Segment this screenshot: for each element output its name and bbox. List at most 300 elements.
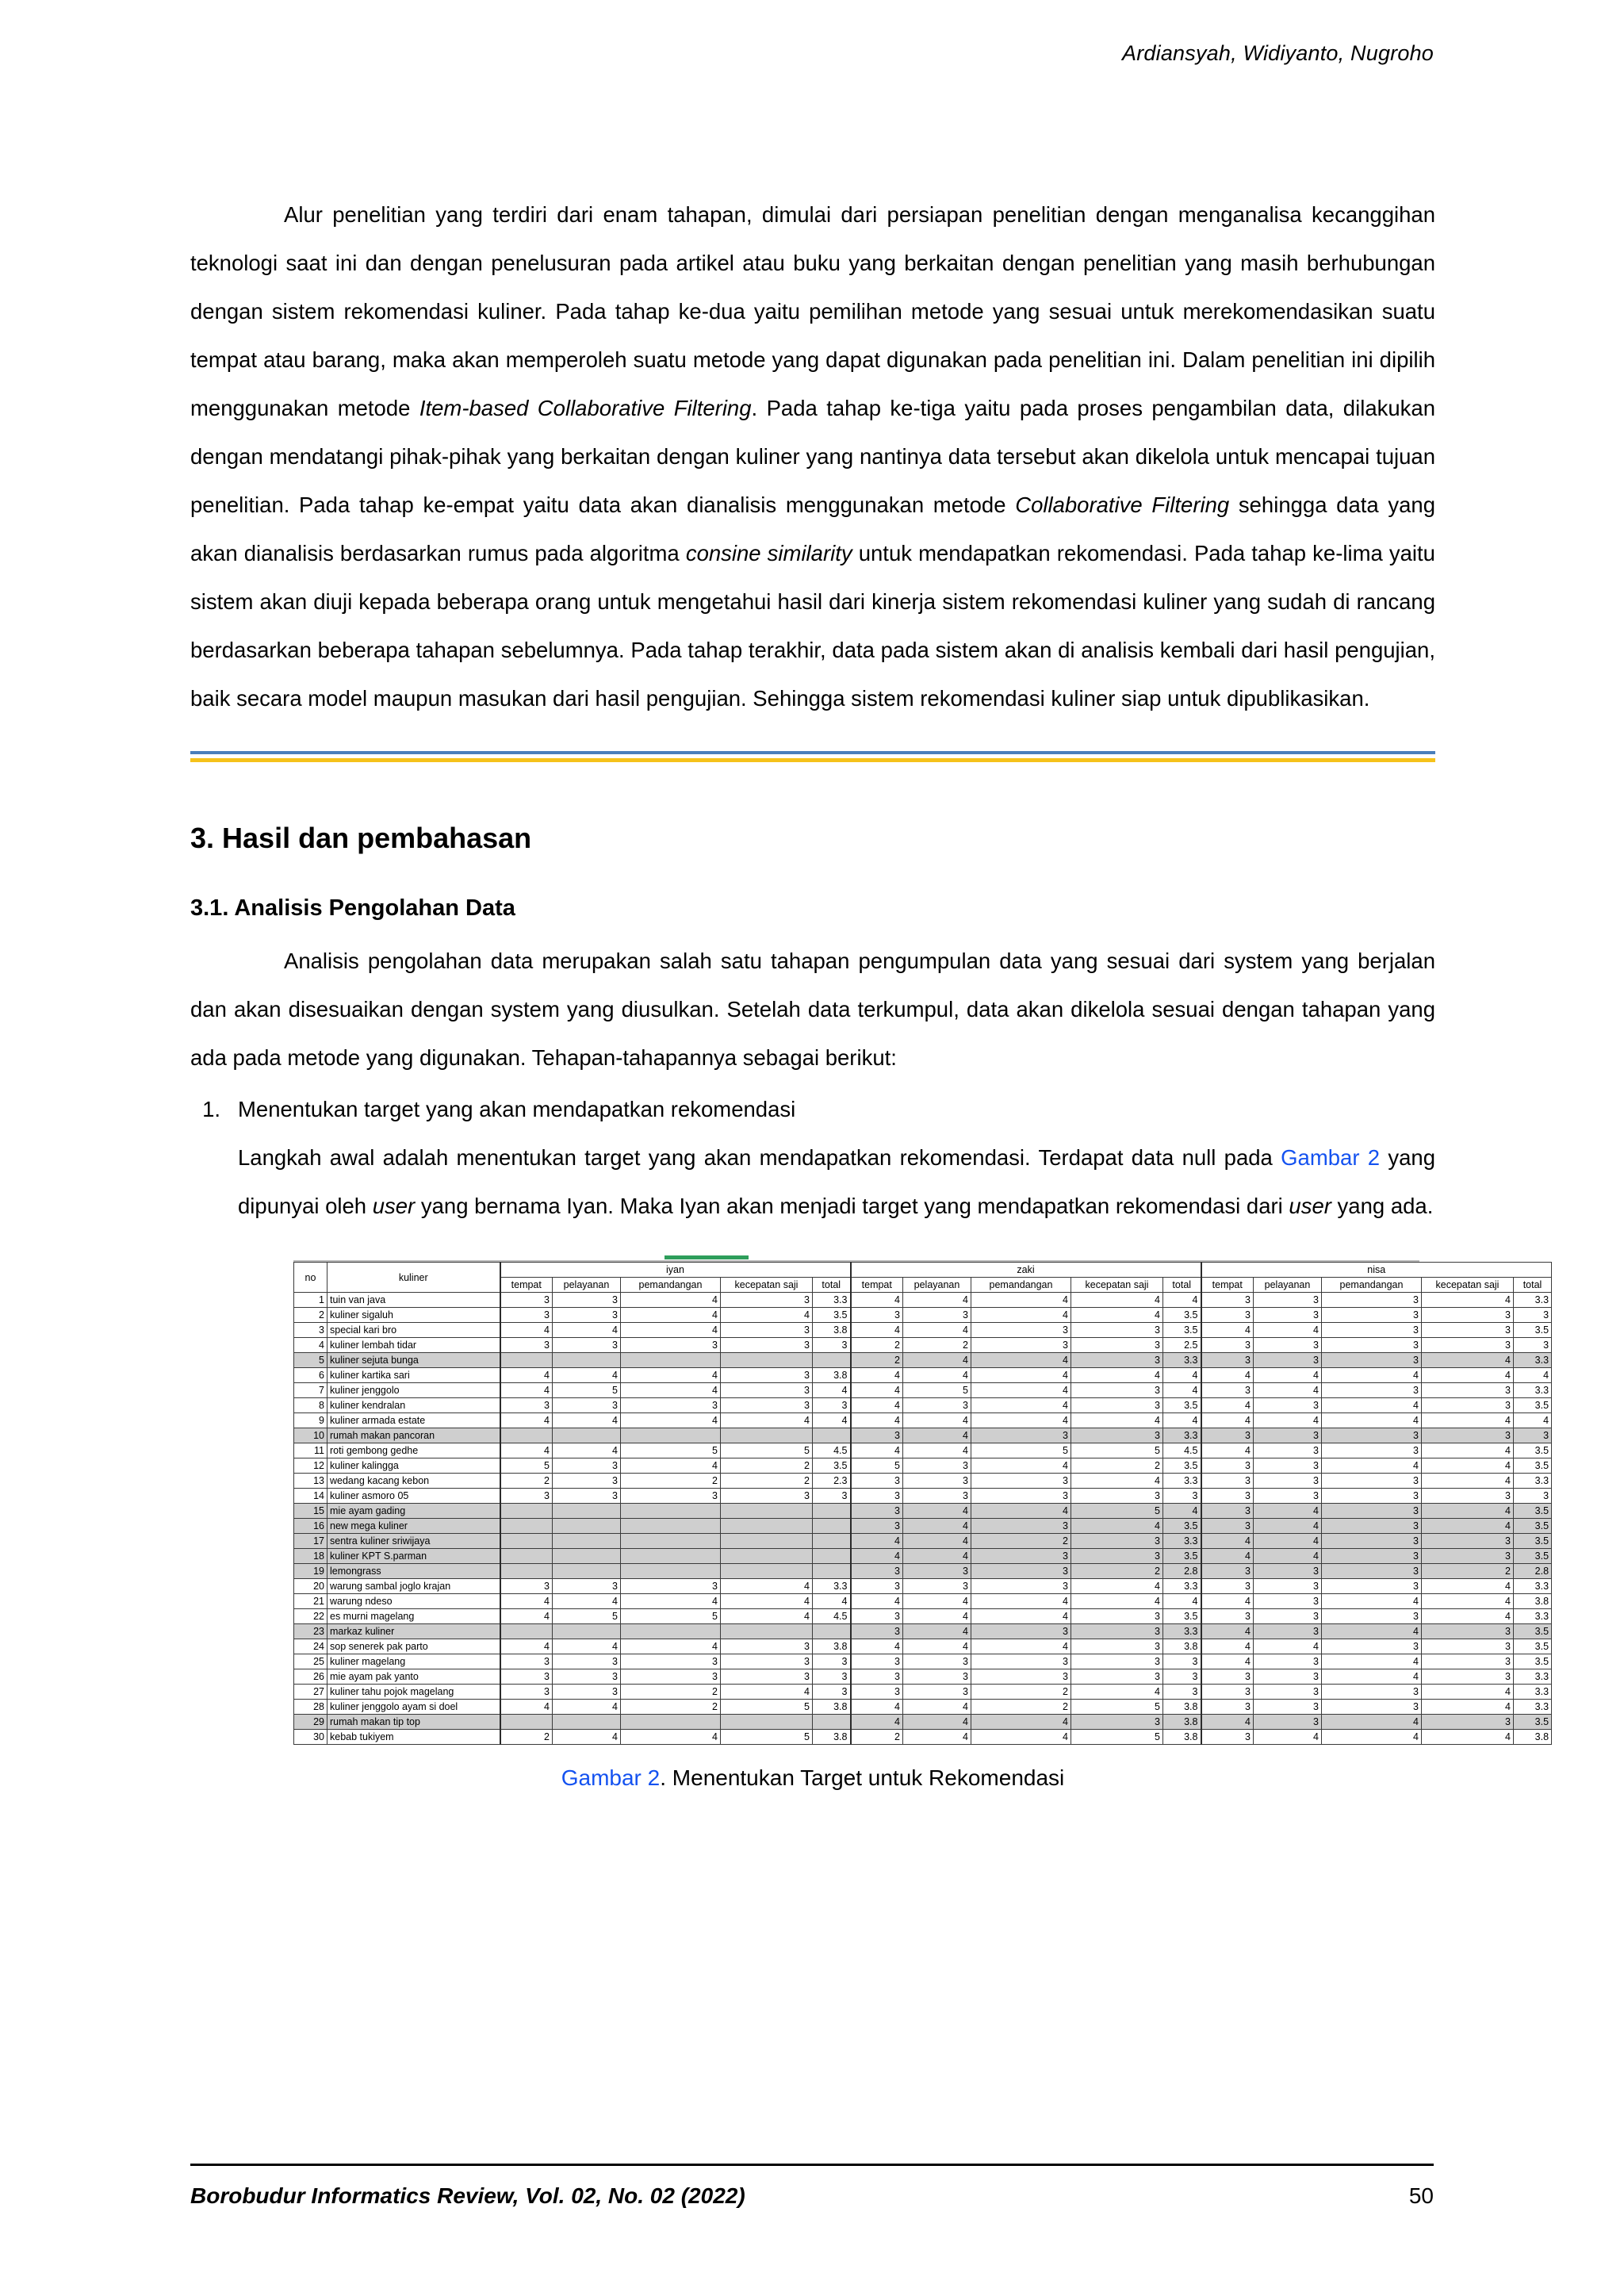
list-item-text-b: yang dipunyai oleh: [238, 1145, 1436, 1218]
cell-iyan-pelayanan: 3: [553, 1338, 621, 1353]
cell-iyan-tempat: 4: [500, 1609, 553, 1624]
cell-nisa-kecepatan-saji: 4: [1422, 1700, 1514, 1715]
cell-nisa-pelayanan: 4: [1254, 1323, 1322, 1338]
cell-iyan-kecepatan-saji: [721, 1353, 813, 1368]
spreadsheet-screenshot: [293, 1251, 1549, 1745]
cell-nisa-pelayanan: 3: [1254, 1489, 1322, 1504]
cell-zaki-total: 3.8: [1163, 1700, 1201, 1715]
cell-nisa-pemandangan: 3: [1322, 1489, 1422, 1504]
cell-nisa-pelayanan: 3: [1254, 1654, 1322, 1669]
cell-iyan-pelayanan: [553, 1534, 621, 1549]
cell-zaki-pelayanan: 4: [903, 1730, 971, 1745]
cell-nisa-kecepatan-saji: 3: [1422, 1338, 1514, 1353]
footer-journal-title: Borobudur Informatics Review, Vol. 02, No. 02 (2022): [190, 2183, 745, 2208]
cell-iyan-pemandangan: [621, 1504, 721, 1519]
cell-iyan-pemandangan: 4: [621, 1413, 721, 1428]
cell-nisa-pelayanan: 3: [1254, 1579, 1322, 1594]
cell-zaki-kecepatan-saji: 4: [1071, 1579, 1163, 1594]
cell-zaki-pelayanan: 3: [903, 1398, 971, 1413]
cell-iyan-tempat: 4: [500, 1443, 553, 1458]
header-zaki-total: total: [1163, 1278, 1201, 1293]
cell-zaki-tempat: 4: [851, 1594, 903, 1609]
cell-zaki-kecepatan-saji: 3: [1071, 1715, 1163, 1730]
cell-iyan-kecepatan-saji: 3: [721, 1293, 813, 1308]
cell-no: 14: [294, 1489, 327, 1504]
cell-nisa-pelayanan: 4: [1254, 1413, 1322, 1428]
cell-iyan-kecepatan-saji: 3: [721, 1639, 813, 1654]
cell-kuliner: kuliner sejuta bunga: [327, 1353, 500, 1368]
cell-zaki-kecepatan-saji: 3: [1071, 1549, 1163, 1564]
cell-zaki-pelayanan: 4: [903, 1413, 971, 1428]
cell-nisa-kecepatan-saji: 4: [1422, 1458, 1514, 1474]
cell-zaki-total: 3: [1163, 1685, 1201, 1700]
subsection-3-1-heading: 3.1. Analisis Pengolahan Data: [190, 895, 515, 921]
cell-no: 8: [294, 1398, 327, 1413]
cell-iyan-total: [813, 1519, 851, 1534]
cell-iyan-total: [813, 1534, 851, 1549]
cell-zaki-kecepatan-saji: 3: [1071, 1654, 1163, 1669]
header-iyan-pemandangan: pemandangan: [621, 1278, 721, 1293]
cell-iyan-kecepatan-saji: 5: [721, 1700, 813, 1715]
cell-nisa-tempat: 3: [1201, 1579, 1254, 1594]
table-row: [294, 1564, 1552, 1579]
cell-zaki-pelayanan: 3: [903, 1489, 971, 1504]
cell-no: 25: [294, 1654, 327, 1669]
cell-nisa-tempat: 4: [1201, 1654, 1254, 1669]
list-item-italic-user-1: user: [372, 1194, 416, 1218]
paragraph-analisis-pengolahan: Analisis pengolahan data merupakan salah satu tahapan pengumpulan data yang sesuai dari system yang berjalan dan akan disesuaikan dengan system yang diusulkan. Setelah data terkumpul, data akan dikelola sesuai dengan tahapan yang ada pada metode yang digunakan. Tehapan-tahapannya sebagai berikut:: [190, 949, 1435, 1070]
cell-nisa-pemandangan: 4: [1322, 1654, 1422, 1669]
cell-zaki-tempat: 3: [851, 1685, 903, 1700]
list-item-paragraph: [238, 1133, 1435, 1230]
cell-iyan-kecepatan-saji: 2: [721, 1474, 813, 1489]
cell-nisa-kecepatan-saji: 3: [1422, 1715, 1514, 1730]
cell-nisa-pemandangan: 3: [1322, 1428, 1422, 1443]
cell-iyan-tempat: [500, 1519, 553, 1534]
cell-zaki-kecepatan-saji: 3: [1071, 1323, 1163, 1338]
cell-iyan-pemandangan: [621, 1519, 721, 1534]
cell-zaki-tempat: 2: [851, 1730, 903, 1745]
cell-iyan-total: 3.8: [813, 1323, 851, 1338]
cell-iyan-kecepatan-saji: 5: [721, 1443, 813, 1458]
figure-reference-link[interactable]: Gambar 2: [1281, 1145, 1381, 1170]
cell-zaki-tempat: 5: [851, 1458, 903, 1474]
cell-kuliner: kuliner armada estate: [327, 1413, 500, 1428]
cell-zaki-pelayanan: 4: [903, 1368, 971, 1383]
cell-nisa-tempat: 4: [1201, 1715, 1254, 1730]
cell-zaki-kecepatan-saji: 3: [1071, 1669, 1163, 1685]
cell-nisa-pelayanan: 3: [1254, 1564, 1322, 1579]
cell-iyan-total: 3.8: [813, 1700, 851, 1715]
paragraph1-part-d: untuk mendapatkan rekomendasi. Pada tahap ke-lima yaitu sistem akan diuji kepada beberapa orang untuk mengetahui hasil dari kinerja sistem rekomendasi kuliner yang sudah di rancang berdasarkan beberapa tahapan sebelumnya. Pada tahap terakhir, data pada sistem akan di analisis kembali dari hasil pengujian, baik secara model maupun masukan dari hasil pengujian. Sehingga sistem rekomendasi kuliner siap untuk dipublikasikan.: [190, 541, 1435, 711]
page-content: [190, 190, 1549, 1791]
cell-iyan-pemandangan: 3: [621, 1669, 721, 1685]
table-row: [294, 1398, 1552, 1413]
cell-zaki-kecepatan-saji: 5: [1071, 1700, 1163, 1715]
cell-nisa-kecepatan-saji: 3: [1422, 1654, 1514, 1669]
cell-nisa-pemandangan: 3: [1322, 1685, 1422, 1700]
cell-zaki-tempat: 3: [851, 1609, 903, 1624]
cell-nisa-pelayanan: 3: [1254, 1685, 1322, 1700]
cell-zaki-kecepatan-saji: 4: [1071, 1413, 1163, 1428]
cell-nisa-pemandangan: 4: [1322, 1715, 1422, 1730]
cell-zaki-total: 2.8: [1163, 1564, 1201, 1579]
cell-iyan-total: [813, 1504, 851, 1519]
cell-nisa-pelayanan: 4: [1254, 1368, 1322, 1383]
table-row: [294, 1428, 1552, 1443]
cell-nisa-total: 3: [1514, 1428, 1552, 1443]
cell-no: 15: [294, 1504, 327, 1519]
cell-zaki-total: 3.8: [1163, 1730, 1201, 1745]
cell-nisa-total: 3.5: [1514, 1654, 1552, 1669]
cell-zaki-pemandangan: 3: [971, 1428, 1071, 1443]
table-header: [294, 1263, 1552, 1293]
cell-nisa-total: 3.5: [1514, 1519, 1552, 1534]
cell-no: 30: [294, 1730, 327, 1745]
cell-nisa-pelayanan: 3: [1254, 1443, 1322, 1458]
cell-zaki-tempat: 3: [851, 1654, 903, 1669]
table-row: [294, 1534, 1552, 1549]
cell-nisa-tempat: 4: [1201, 1398, 1254, 1413]
table-row: [294, 1353, 1552, 1368]
cell-zaki-tempat: 3: [851, 1308, 903, 1323]
cell-nisa-kecepatan-saji: 3: [1422, 1624, 1514, 1639]
header-nisa-pelayanan: pelayanan: [1254, 1278, 1322, 1293]
cell-zaki-total: 3.3: [1163, 1428, 1201, 1443]
cell-no: 13: [294, 1474, 327, 1489]
cell-nisa-tempat: 3: [1201, 1353, 1254, 1368]
cell-iyan-pelayanan: 4: [553, 1639, 621, 1654]
cell-iyan-total: 3.8: [813, 1639, 851, 1654]
cell-nisa-tempat: 3: [1201, 1383, 1254, 1398]
cell-nisa-pelayanan: 4: [1254, 1504, 1322, 1519]
cell-iyan-pemandangan: 4: [621, 1639, 721, 1654]
cell-kuliner: tuin van java: [327, 1293, 500, 1308]
cell-no: 17: [294, 1534, 327, 1549]
cell-no: 3: [294, 1323, 327, 1338]
list-item: [190, 1085, 1435, 1230]
cell-nisa-pemandangan: 3: [1322, 1609, 1422, 1624]
table-row: [294, 1594, 1552, 1609]
header-nisa-tempat: tempat: [1201, 1278, 1254, 1293]
cell-zaki-kecepatan-saji: 5: [1071, 1730, 1163, 1745]
cell-nisa-pelayanan: 3: [1254, 1338, 1322, 1353]
cell-iyan-kecepatan-saji: 4: [721, 1609, 813, 1624]
cell-zaki-tempat: 4: [851, 1700, 903, 1715]
cell-nisa-kecepatan-saji: 4: [1422, 1474, 1514, 1489]
cell-zaki-tempat: 3: [851, 1428, 903, 1443]
cell-zaki-tempat: 4: [851, 1398, 903, 1413]
cell-kuliner: roti gembong gedhe: [327, 1443, 500, 1458]
cell-iyan-kecepatan-saji: 4: [721, 1413, 813, 1428]
cell-zaki-pemandangan: 4: [971, 1458, 1071, 1474]
cell-nisa-pemandangan: 3: [1322, 1549, 1422, 1564]
cell-iyan-pelayanan: 3: [553, 1398, 621, 1413]
cell-nisa-kecepatan-saji: 4: [1422, 1609, 1514, 1624]
cell-zaki-pemandangan: 3: [971, 1519, 1071, 1534]
cell-iyan-total: 3: [813, 1685, 851, 1700]
cell-zaki-pemandangan: 4: [971, 1730, 1071, 1745]
cell-iyan-kecepatan-saji: 3: [721, 1654, 813, 1669]
cell-iyan-kecepatan-saji: 4: [721, 1308, 813, 1323]
cell-iyan-pelayanan: [553, 1564, 621, 1579]
cell-iyan-pelayanan: 5: [553, 1383, 621, 1398]
cell-nisa-total: 3.3: [1514, 1579, 1552, 1594]
cell-kuliner: sop senerek pak parto: [327, 1639, 500, 1654]
cell-zaki-tempat: 3: [851, 1474, 903, 1489]
cell-iyan-total: 4.5: [813, 1609, 851, 1624]
cell-no: 11: [294, 1443, 327, 1458]
cell-nisa-kecepatan-saji: 3: [1422, 1669, 1514, 1685]
cell-nisa-total: 3.5: [1514, 1624, 1552, 1639]
cell-iyan-total: 3.3: [813, 1579, 851, 1594]
list-item-number: 1.: [202, 1097, 220, 1121]
cell-nisa-pelayanan: 4: [1254, 1730, 1322, 1745]
cell-zaki-tempat: 3: [851, 1489, 903, 1504]
cell-kuliner: kuliner jenggolo: [327, 1383, 500, 1398]
cell-nisa-tempat: 4: [1201, 1368, 1254, 1383]
cell-iyan-kecepatan-saji: [721, 1428, 813, 1443]
cell-iyan-pelayanan: [553, 1428, 621, 1443]
cell-iyan-pemandangan: 2: [621, 1700, 721, 1715]
cell-nisa-tempat: 3: [1201, 1489, 1254, 1504]
paragraph1-part-b: . Pada tahap ke-tiga yaitu pada proses pengambilan data, dilakukan dengan mendatangi pihak-pihak yang berkaitan dengan kuliner yang nantinya data tersebut akan dikelola untuk mencapai tujuan penelitian. Pada tahap ke-empat yaitu data akan dianalisis menggunakan metode: [190, 396, 1435, 517]
cell-nisa-pelayanan: 3: [1254, 1609, 1322, 1624]
cell-zaki-total: 3.3: [1163, 1474, 1201, 1489]
cell-iyan-pemandangan: 3: [621, 1489, 721, 1504]
cell-iyan-kecepatan-saji: 3: [721, 1383, 813, 1398]
cell-iyan-tempat: [500, 1504, 553, 1519]
cell-zaki-tempat: 4: [851, 1293, 903, 1308]
cell-iyan-pemandangan: 4: [621, 1323, 721, 1338]
cell-no: 9: [294, 1413, 327, 1428]
cell-zaki-tempat: 3: [851, 1519, 903, 1534]
cell-kuliner: es murni magelang: [327, 1609, 500, 1624]
running-header: Ardiansyah, Widiyanto, Nugroho: [1122, 41, 1434, 65]
cell-kuliner: kuliner jenggolo ayam si doel: [327, 1700, 500, 1715]
cell-zaki-tempat: 3: [851, 1624, 903, 1639]
cell-iyan-total: 3: [813, 1489, 851, 1504]
cell-no: 22: [294, 1609, 327, 1624]
cell-iyan-total: [813, 1353, 851, 1368]
cell-zaki-pemandangan: 3: [971, 1323, 1071, 1338]
cell-nisa-kecepatan-saji: 4: [1422, 1594, 1514, 1609]
cell-iyan-total: 3.3: [813, 1293, 851, 1308]
cell-iyan-tempat: 3: [500, 1579, 553, 1594]
cell-iyan-pelayanan: [553, 1624, 621, 1639]
cell-iyan-tempat: 3: [500, 1308, 553, 1323]
cell-zaki-pemandangan: 3: [971, 1624, 1071, 1639]
cell-iyan-kecepatan-saji: [721, 1519, 813, 1534]
cell-nisa-total: 3: [1514, 1308, 1552, 1323]
cell-zaki-kecepatan-saji: 5: [1071, 1443, 1163, 1458]
cell-zaki-kecepatan-saji: 2: [1071, 1458, 1163, 1474]
cell-nisa-pelayanan: 3: [1254, 1594, 1322, 1609]
list-item-title: Menentukan target yang akan mendapatkan rekomendasi: [238, 1097, 796, 1121]
cell-nisa-pelayanan: 3: [1254, 1308, 1322, 1323]
cell-nisa-total: 3.5: [1514, 1398, 1552, 1413]
cell-nisa-kecepatan-saji: 4: [1422, 1413, 1514, 1428]
table-row: [294, 1443, 1552, 1458]
cell-iyan-tempat: 4: [500, 1639, 553, 1654]
cell-zaki-total: 4: [1163, 1594, 1201, 1609]
cell-kuliner: kuliner kalingga: [327, 1458, 500, 1474]
cell-zaki-kecepatan-saji: 4: [1071, 1519, 1163, 1534]
header-nisa-pemandangan: pemandangan: [1322, 1278, 1422, 1293]
cell-nisa-pelayanan: 3: [1254, 1474, 1322, 1489]
cell-iyan-pelayanan: 4: [553, 1368, 621, 1383]
cell-iyan-pelayanan: [553, 1519, 621, 1534]
cell-nisa-tempat: 4: [1201, 1549, 1254, 1564]
cell-nisa-pelayanan: 4: [1254, 1639, 1322, 1654]
cell-nisa-tempat: 4: [1201, 1624, 1254, 1639]
cell-iyan-pemandangan: 4: [621, 1594, 721, 1609]
divider-yellow-line: [190, 758, 1435, 762]
cell-zaki-total: 3.3: [1163, 1353, 1201, 1368]
cell-zaki-pelayanan: 4: [903, 1624, 971, 1639]
cell-iyan-tempat: 3: [500, 1685, 553, 1700]
cell-zaki-kecepatan-saji: 4: [1071, 1293, 1163, 1308]
table-row: [294, 1715, 1552, 1730]
cell-zaki-pemandangan: 4: [971, 1609, 1071, 1624]
table-row: [294, 1639, 1552, 1654]
cell-zaki-pelayanan: 4: [903, 1594, 971, 1609]
cell-zaki-pelayanan: 3: [903, 1669, 971, 1685]
cell-nisa-pemandangan: 4: [1322, 1398, 1422, 1413]
cell-nisa-pelayanan: 3: [1254, 1669, 1322, 1685]
cell-zaki-total: 3.3: [1163, 1624, 1201, 1639]
list-item-text-a: Langkah awal adalah menentukan target yang akan mendapatkan rekomendasi. Terdapat data null pada: [238, 1145, 1281, 1170]
cell-kuliner: kuliner sigaluh: [327, 1308, 500, 1323]
cell-no: 21: [294, 1594, 327, 1609]
cell-iyan-pemandangan: 4: [621, 1383, 721, 1398]
cell-iyan-total: 3.5: [813, 1308, 851, 1323]
table-row: [294, 1700, 1552, 1715]
header-iyan-kecepatan-saji: kecepatan saji: [721, 1278, 813, 1293]
cell-iyan-pemandangan: [621, 1534, 721, 1549]
cell-zaki-kecepatan-saji: 5: [1071, 1504, 1163, 1519]
cell-iyan-pelayanan: 3: [553, 1474, 621, 1489]
table-row: [294, 1669, 1552, 1685]
header-zaki-tempat: tempat: [851, 1278, 903, 1293]
table-header-group-row: [294, 1263, 1552, 1278]
cell-iyan-tempat: 5: [500, 1458, 553, 1474]
cell-zaki-pemandangan: 4: [971, 1308, 1071, 1323]
cell-iyan-kecepatan-saji: 2: [721, 1458, 813, 1474]
list-item-text-d: yang ada.: [1331, 1194, 1434, 1218]
cell-zaki-pemandangan: 3: [971, 1669, 1071, 1685]
cell-iyan-kecepatan-saji: [721, 1715, 813, 1730]
numbered-list: [190, 1085, 1435, 1230]
cell-zaki-tempat: 3: [851, 1669, 903, 1685]
cell-iyan-total: 3.8: [813, 1730, 851, 1745]
table-row: [294, 1730, 1552, 1745]
cell-iyan-pelayanan: 3: [553, 1308, 621, 1323]
cell-nisa-total: 3.5: [1514, 1458, 1552, 1474]
cell-no: 4: [294, 1338, 327, 1353]
cell-kuliner: kuliner KPT S.parman: [327, 1549, 500, 1564]
cell-zaki-total: 4: [1163, 1383, 1201, 1398]
cell-nisa-total: 4: [1514, 1413, 1552, 1428]
cell-kuliner: markaz kuliner: [327, 1624, 500, 1639]
cell-nisa-pemandangan: 3: [1322, 1338, 1422, 1353]
cell-nisa-pemandangan: 3: [1322, 1474, 1422, 1489]
table-row: [294, 1383, 1552, 1398]
cell-kuliner: kebab tukiyem: [327, 1730, 500, 1745]
cell-nisa-tempat: 3: [1201, 1700, 1254, 1715]
cell-nisa-pelayanan: 3: [1254, 1398, 1322, 1413]
cell-zaki-tempat: 3: [851, 1504, 903, 1519]
cell-zaki-tempat: 2: [851, 1338, 903, 1353]
cell-zaki-total: 3.5: [1163, 1323, 1201, 1338]
cell-nisa-pelayanan: 4: [1254, 1383, 1322, 1398]
cell-zaki-pelayanan: 4: [903, 1715, 971, 1730]
cell-zaki-pemandangan: 4: [971, 1398, 1071, 1413]
cell-iyan-pemandangan: [621, 1549, 721, 1564]
cell-nisa-pemandangan: 3: [1322, 1639, 1422, 1654]
cell-iyan-tempat: 4: [500, 1700, 553, 1715]
header-nisa-kecepatan-saji: kecepatan saji: [1422, 1278, 1514, 1293]
cell-nisa-kecepatan-saji: 3: [1422, 1323, 1514, 1338]
cell-iyan-pelayanan: 4: [553, 1413, 621, 1428]
cell-iyan-total: [813, 1715, 851, 1730]
cell-iyan-pemandangan: [621, 1428, 721, 1443]
cell-nisa-tempat: 3: [1201, 1458, 1254, 1474]
cell-nisa-pemandangan: 3: [1322, 1564, 1422, 1579]
cell-nisa-pelayanan: 3: [1254, 1428, 1322, 1443]
header-zaki-kecepatan-saji: kecepatan saji: [1071, 1278, 1163, 1293]
cell-zaki-total: 3.8: [1163, 1639, 1201, 1654]
cell-no: 16: [294, 1519, 327, 1534]
header-group-iyan: iyan: [500, 1263, 851, 1278]
cell-zaki-tempat: 4: [851, 1383, 903, 1398]
cell-kuliner: lemongrass: [327, 1564, 500, 1579]
cell-iyan-tempat: 3: [500, 1293, 553, 1308]
cell-iyan-kecepatan-saji: [721, 1624, 813, 1639]
cell-zaki-pemandangan: 2: [971, 1685, 1071, 1700]
cell-nisa-pemandangan: 3: [1322, 1443, 1422, 1458]
cell-nisa-tempat: 4: [1201, 1594, 1254, 1609]
paragraph1-italic-collaborative-filtering: Collaborative Filtering: [1015, 493, 1230, 517]
cell-zaki-pelayanan: 4: [903, 1323, 971, 1338]
table-row: [294, 1308, 1552, 1323]
cell-nisa-pemandangan: 4: [1322, 1624, 1422, 1639]
cell-nisa-tempat: 3: [1201, 1308, 1254, 1323]
cell-iyan-pemandangan: 3: [621, 1579, 721, 1594]
list-item-text-c: yang bernama Iyan. Maka Iyan akan menjadi target yang mendapatkan rekomendasi dari: [415, 1194, 1289, 1218]
cell-iyan-pelayanan: 3: [553, 1669, 621, 1685]
cell-zaki-pemandangan: 3: [971, 1549, 1071, 1564]
cell-nisa-pemandangan: 3: [1322, 1323, 1422, 1338]
cell-iyan-total: [813, 1428, 851, 1443]
cell-zaki-tempat: 2: [851, 1353, 903, 1368]
cell-iyan-kecepatan-saji: 3: [721, 1398, 813, 1413]
cell-iyan-tempat: 4: [500, 1594, 553, 1609]
paragraph1-italic-consine-similarity: consine similarity: [685, 541, 852, 565]
figure-caption-link[interactable]: Gambar 2: [561, 1765, 661, 1790]
cell-kuliner: kuliner tahu pojok magelang: [327, 1685, 500, 1700]
cell-iyan-total: 4: [813, 1383, 851, 1398]
cell-iyan-kecepatan-saji: 4: [721, 1685, 813, 1700]
cell-nisa-tempat: 4: [1201, 1534, 1254, 1549]
cell-kuliner: warung sambal joglo krajan: [327, 1579, 500, 1594]
cell-no: 24: [294, 1639, 327, 1654]
cell-kuliner: warung ndeso: [327, 1594, 500, 1609]
cell-zaki-total: 2.5: [1163, 1338, 1201, 1353]
table-row: [294, 1654, 1552, 1669]
header-group-nisa: nisa: [1201, 1263, 1552, 1278]
cell-nisa-kecepatan-saji: 4: [1422, 1685, 1514, 1700]
